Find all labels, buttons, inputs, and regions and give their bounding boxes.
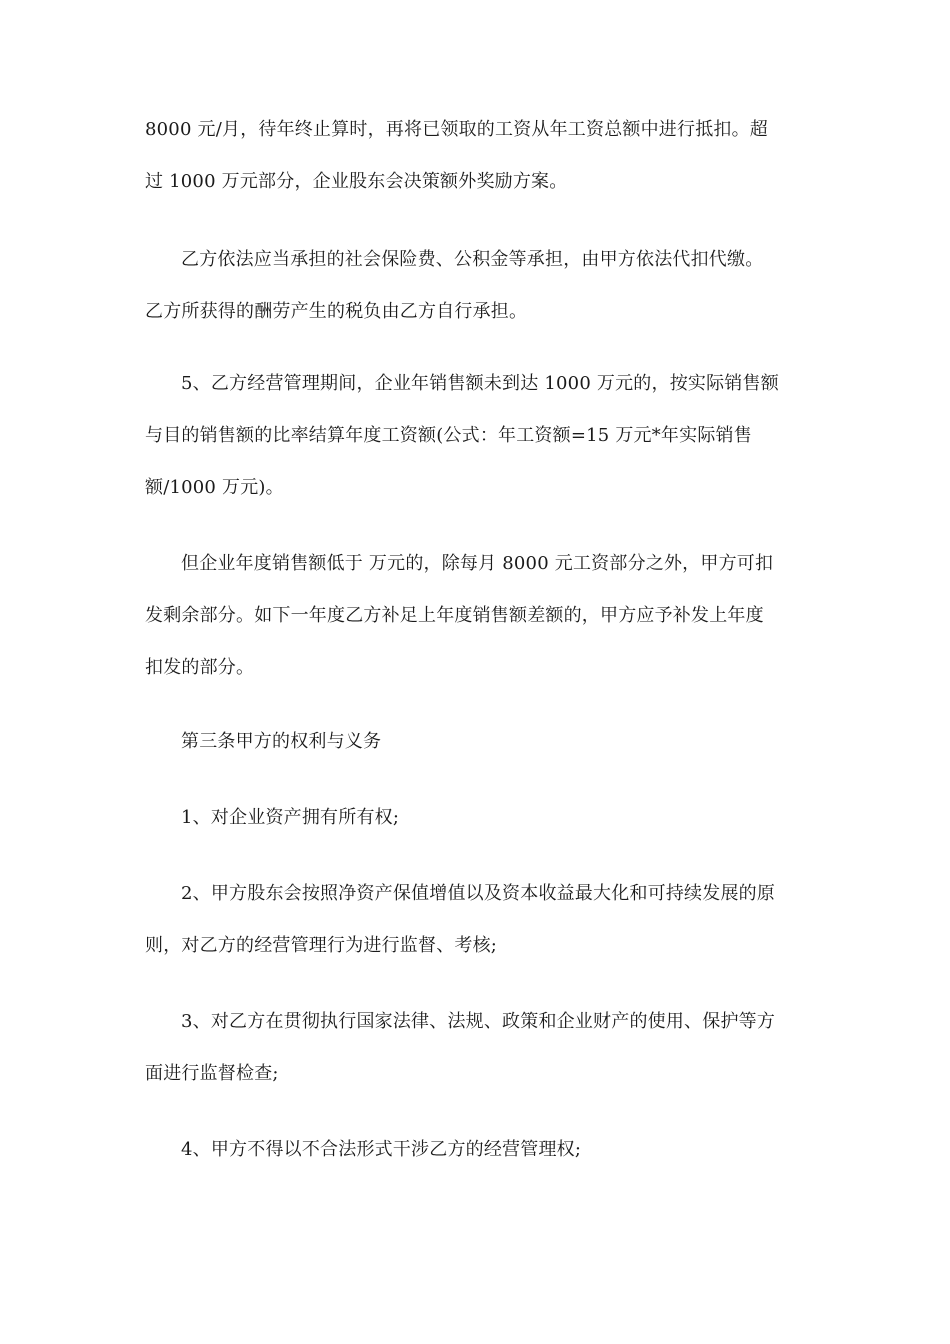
text-line: 8000 元/月，待年终止算时，再将已领取的工资从年工资总额中进行抵扣。超 [145, 119, 768, 140]
text-line: 发剩余部分。如下一年度乙方补足上年度销售额差额的，甲方应予补发上年度 [145, 605, 764, 626]
text-line: 乙方依法应当承担的社会保险费、公积金等承担，由甲方依法代扣代缴。 [181, 249, 764, 270]
paragraph-social-insurance [145, 248, 810, 352]
text-line: 则，对乙方的经营管理行为进行监督、考核; [145, 935, 498, 956]
text-line: 但企业年度销售额低于 万元的，除每月 8000 元工资部分之外，甲方可扣 [181, 553, 774, 574]
text-line: 面进行监督检查; [145, 1063, 279, 1084]
paragraph-clause-3 [145, 1010, 810, 1114]
text-line: 3、对乙方在贯彻执行国家法律、法规、政策和企业财产的使用、保护等方 [181, 1011, 776, 1032]
paragraph-clause-2 [145, 882, 810, 986]
paragraph-clause-1 [145, 806, 810, 858]
paragraph-clause-4 [145, 1138, 810, 1190]
text-line: 5、乙方经营管理期间，企业年销售额未到达 1000 万元的，按实际销售额 [181, 373, 779, 394]
text-line: 4、甲方不得以不合法形式干涉乙方的经营管理权; [181, 1139, 582, 1160]
paragraph-withheld-salary [145, 552, 810, 708]
text-line: 2、甲方股东会按照净资产保值增值以及资本收益最大化和可持续发展的原 [181, 883, 776, 904]
text-line: 第三条甲方的权利与义务 [181, 731, 382, 752]
paragraph-clause-5 [145, 372, 810, 528]
paragraph-salary-offset [145, 118, 810, 222]
text-line: 与目的销售额的比率结算年度工资额(公式：年工资额=15 万元*年实际销售 [145, 425, 752, 446]
text-line: 扣发的部分。 [145, 657, 255, 678]
text-line: 过 1000 万元部分，企业股东会决策额外奖励方案。 [145, 171, 568, 192]
section-heading-article-3 [145, 730, 810, 782]
text-line: 额/1000 万元)。 [145, 477, 284, 498]
text-line: 1、对企业资产拥有所有权; [181, 807, 400, 828]
text-line: 乙方所获得的酬劳产生的税负由乙方自行承担。 [145, 301, 528, 322]
